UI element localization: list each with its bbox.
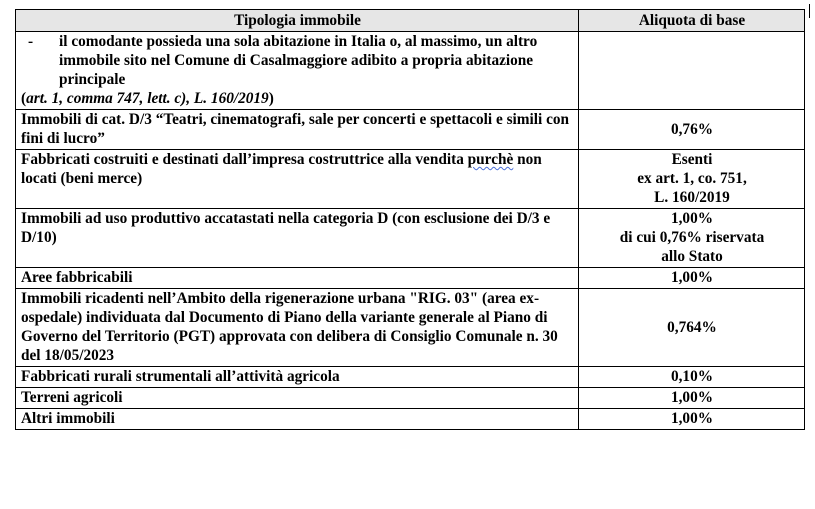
row3-rate-line3: L. 160/2019	[654, 189, 730, 206]
header-rate: Aliquota di base	[579, 10, 805, 32]
row3-description	[16, 150, 579, 209]
row4-rate-line1: 1,00%	[670, 210, 714, 227]
bullet-text: il comodante possieda una sola abitazione in Italia o, al massimo, un altro immobile sito nel Comune di Casalmaggiore adibito a propria abitazione principale	[59, 33, 538, 88]
row4-rate-line3: allo Stato	[661, 248, 723, 265]
row3-text-after: non locati (beni merce)	[21, 151, 542, 187]
row4-description: Immobili ad uso produttivo accatastati nella categoria D (con esclusione dei D/3 e D/10)	[16, 209, 579, 268]
ref-italic: art. 1, comma 747, lett. c), L. 160/2019	[26, 90, 269, 107]
table-row	[16, 32, 805, 110]
spellcheck-word: purchè	[467, 151, 514, 168]
row9-rate: 1,00%	[579, 409, 805, 430]
row5-description: Aree fabbricabili	[16, 268, 579, 289]
row4-rate-line2: di cui 0,76% riservata	[619, 229, 765, 246]
legal-reference	[21, 89, 574, 108]
table-row	[16, 289, 805, 367]
row2-description: Immobili di cat. D/3 “Teatri, cinematografi, sale per concerti e spettacoli e simili con fini di lucro”	[16, 110, 579, 150]
row5-rate: 1,00%	[579, 268, 805, 289]
row7-description: Fabbricati rurali strumentali all’attività agricola	[16, 367, 579, 388]
bullet-dash: -	[28, 33, 34, 50]
rates-table	[15, 9, 805, 430]
row9-description: Altri immobili	[16, 409, 579, 430]
ref-close: )	[268, 90, 274, 107]
row7-rate: 0,10%	[579, 367, 805, 388]
table-row	[16, 150, 805, 209]
row4-rate	[579, 209, 805, 268]
row3-text-before: Fabbricati costruiti e destinati dall’impresa costruttrice alla vendita	[21, 151, 468, 168]
table-row	[16, 388, 805, 409]
header-type: Tipologia immobile	[16, 10, 579, 32]
row3-rate	[579, 150, 805, 209]
page-edge-mark	[809, 4, 810, 18]
table-row	[16, 409, 805, 430]
row1-description	[16, 32, 579, 110]
row6-description: Immobili ricadenti nell’Ambito della rigenerazione urbana "RIG. 03" (area ex-ospedale) individuata dal Documento di Piano della variante generale al Piano di Governo del Territorio (PGT) approvata con delibera di Consiglio Comunale n. 30 del 18/05/2023	[16, 289, 579, 367]
row1-rate	[579, 32, 805, 110]
row6-rate: 0,764%	[579, 289, 805, 367]
table-row	[16, 268, 805, 289]
table-row	[16, 209, 805, 268]
ref-open: (	[21, 90, 27, 107]
bullet-item	[21, 32, 574, 89]
table-row	[16, 367, 805, 388]
row2-rate: 0,76%	[579, 110, 805, 150]
row8-rate: 1,00%	[579, 388, 805, 409]
row3-rate-line2: ex art. 1, co. 751,	[637, 170, 747, 187]
row3-rate-line1: Esenti	[671, 151, 713, 168]
row8-description: Terreni agricoli	[16, 388, 579, 409]
table-row	[16, 110, 805, 150]
table-header-row	[16, 10, 805, 32]
